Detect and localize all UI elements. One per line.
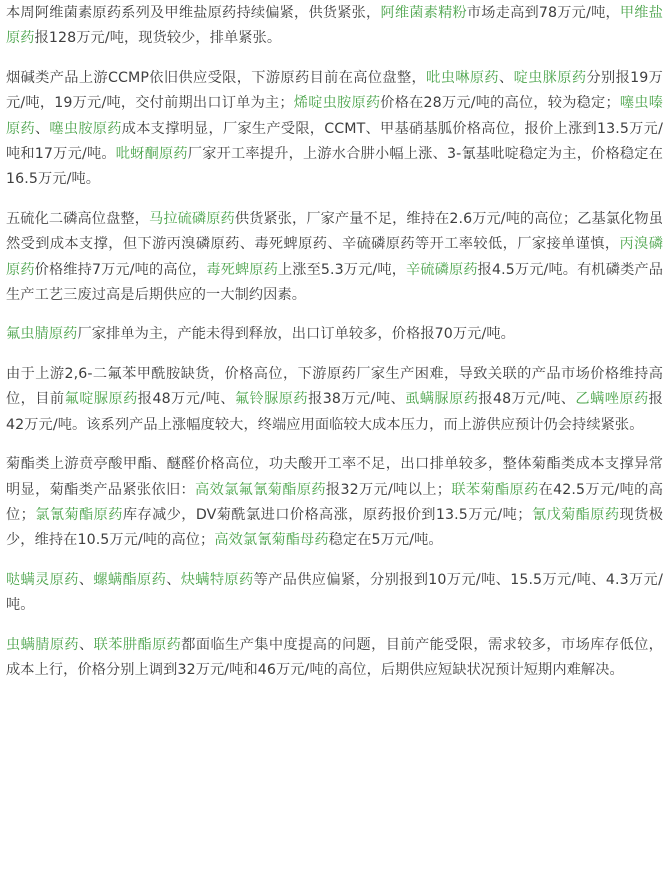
body-text: 供货紧张，厂家产量不足，维持在2.6万元/吨的高位；乙基氯化物虽然受到成本支撑，但下游丙溴磷原药、毒死蜱原药、辛硫磷原药等开工率较低，厂家接单谨慎， [6,210,663,253]
highlighted-product-name: 虫螨腈原药 [6,636,80,653]
paragraph-chlorfenapyr [6,633,663,684]
highlighted-product-name: 氟铃脲原药 [234,391,309,408]
highlighted-product-name: 氰戊菊酯原药 [531,506,620,523]
body-text: 稳定在5万元/吨。 [328,532,443,549]
highlighted-product-name: 丙溴磷原药 [6,236,664,278]
body-text: 菊酯类上游贲亭酸甲酯、醚醛价格高位，功夫酸开工率不足，出口排单较多，整体菊酯类成本支撑异常明显，菊酯类产品紧张依旧： [6,456,663,498]
highlighted-product-name: 哒螨灵原药 [6,571,79,588]
body-text: 报42万元/吨。该系列产品上涨幅度较大，终端应用面临较大成本压力，而上游供应预计仍会持续紧张。 [6,391,663,433]
body-text: 成本支撑明显，厂家生产受限，CCMT、甲基硝基胍价格高位，报价上涨到13.5万元/吨和17万元/吨。 [6,120,663,163]
body-text: 市场走高到78万元/吨， [466,5,620,21]
highlighted-product-name: 吡蚜酮原药 [115,146,188,163]
paragraph-fipronil [6,322,663,347]
body-text: 烟碱类产品上游CCMP依旧供应受限，下游原药目前在高位盘整， [6,69,427,86]
body-text: 厂家排单为主，产能未得到释放，出口订单较多，价格报70万元/吨。 [77,326,515,343]
paragraph-organophosphorus [6,207,663,309]
highlighted-product-name: 阿维菌素精粉 [380,5,467,21]
highlighted-product-name: 啶虫脒原药 [513,69,587,86]
body-text: 报48万元/吨、 [137,391,235,408]
body-text: 报38万元/吨、 [308,391,406,408]
highlighted-product-name: 氯氰菊酯原药 [34,506,123,523]
highlighted-product-name: 联苯肼酯原药 [93,636,182,653]
highlighted-product-name: 辛硫磷原药 [406,261,478,278]
highlighted-product-name: 联苯菊酯原药 [451,481,539,498]
highlighted-product-name: 乙螨唑原药 [575,391,649,408]
paragraph-benzoylurea [6,362,663,438]
body-text: 、 [166,571,181,588]
highlighted-product-name: 高效氯氰菊酯母药 [214,532,329,549]
body-text: 报32万元/吨以上； [325,481,452,498]
highlighted-product-name: 螺螨酯原药 [93,571,167,588]
highlighted-product-name: 噻虫嗪原药 [6,95,663,137]
body-text: 由于上游2,6-二氟苯甲酰胺缺货，价格高位，下游原药厂家生产困难，导致关联的产品市场价格维持高位，目前 [6,365,663,408]
body-text: 在42.5万元/吨的高位； [6,481,663,523]
highlighted-product-name: 噻虫胺原药 [49,120,122,137]
body-text: 、 [499,69,514,86]
body-text: 、 [78,571,94,588]
body-text: 现货极少，维持在10.5万元/吨的高位； [6,506,664,549]
highlighted-product-name: 马拉硫磷原药 [149,210,235,227]
body-text: 、 [34,120,50,137]
highlighted-product-name: 毒死蜱原药 [206,261,278,278]
highlighted-product-name: 吡虫啉原药 [426,69,499,86]
highlighted-product-name: 氟啶脲原药 [64,391,138,408]
body-text: 上涨至5.3万元/吨， [277,261,407,278]
body-text: 价格维持7万元/吨的高位， [34,261,207,278]
body-text: 分别报19万元/吨，19万元/吨，交付前期出口订单为主； [6,69,663,112]
body-text: 价格在28万元/吨的高位，较为稳定； [380,95,620,112]
paragraph-avermectin [6,1,663,52]
body-text: 报48万元/吨、 [478,391,576,408]
paragraph-nicotinoid [6,66,663,193]
paragraph-acaricide [6,568,663,619]
highlighted-product-name: 炔螨特原药 [180,571,254,588]
paragraph-pyrethroid [6,452,663,554]
highlighted-product-name: 虱螨脲原药 [405,391,479,408]
body-text: 库存减少，DV菊酰氯进口价格高涨，原药报价到13.5万元/吨； [122,506,532,523]
body-text: 等产品供应偏紧，分别报到10万元/吨、15.5万元/吨、4.3万元/吨。 [6,571,663,614]
body-text: 五硫化二磷高位盘整， [6,210,150,227]
body-text: 报4.5万元/吨。有机磷类产品生产工艺三废过高是后期供应的一大制约因素。 [6,261,663,304]
highlighted-product-name: 高效氯氟氰菊酯原药 [195,481,326,498]
highlighted-product-name: 甲维盐原药 [6,5,663,47]
body-text: 厂家开工率提升，上游水合肼小幅上涨、3-氰基吡啶稳定为主，价格稳定在16.5万元/吨。 [6,146,663,188]
body-text: 都面临生产集中度提高的问题，目前产能受限，需求较多，市场库存低位，成本上行，价格分别上调到32万元/吨和46万元/吨的高位，后期供应短缺状况预计短期内难解决。 [6,636,663,678]
highlighted-product-name: 氟虫腈原药 [6,326,78,343]
body-text: 本周阿维菌素原药系列及甲维盐原药持续偏紧，供货紧张， [6,5,381,21]
highlighted-product-name: 烯啶虫胺原药 [293,95,381,112]
body-text: 报128万元/吨，现货较少，排单紧张。 [34,30,282,47]
body-text: 、 [79,636,94,653]
